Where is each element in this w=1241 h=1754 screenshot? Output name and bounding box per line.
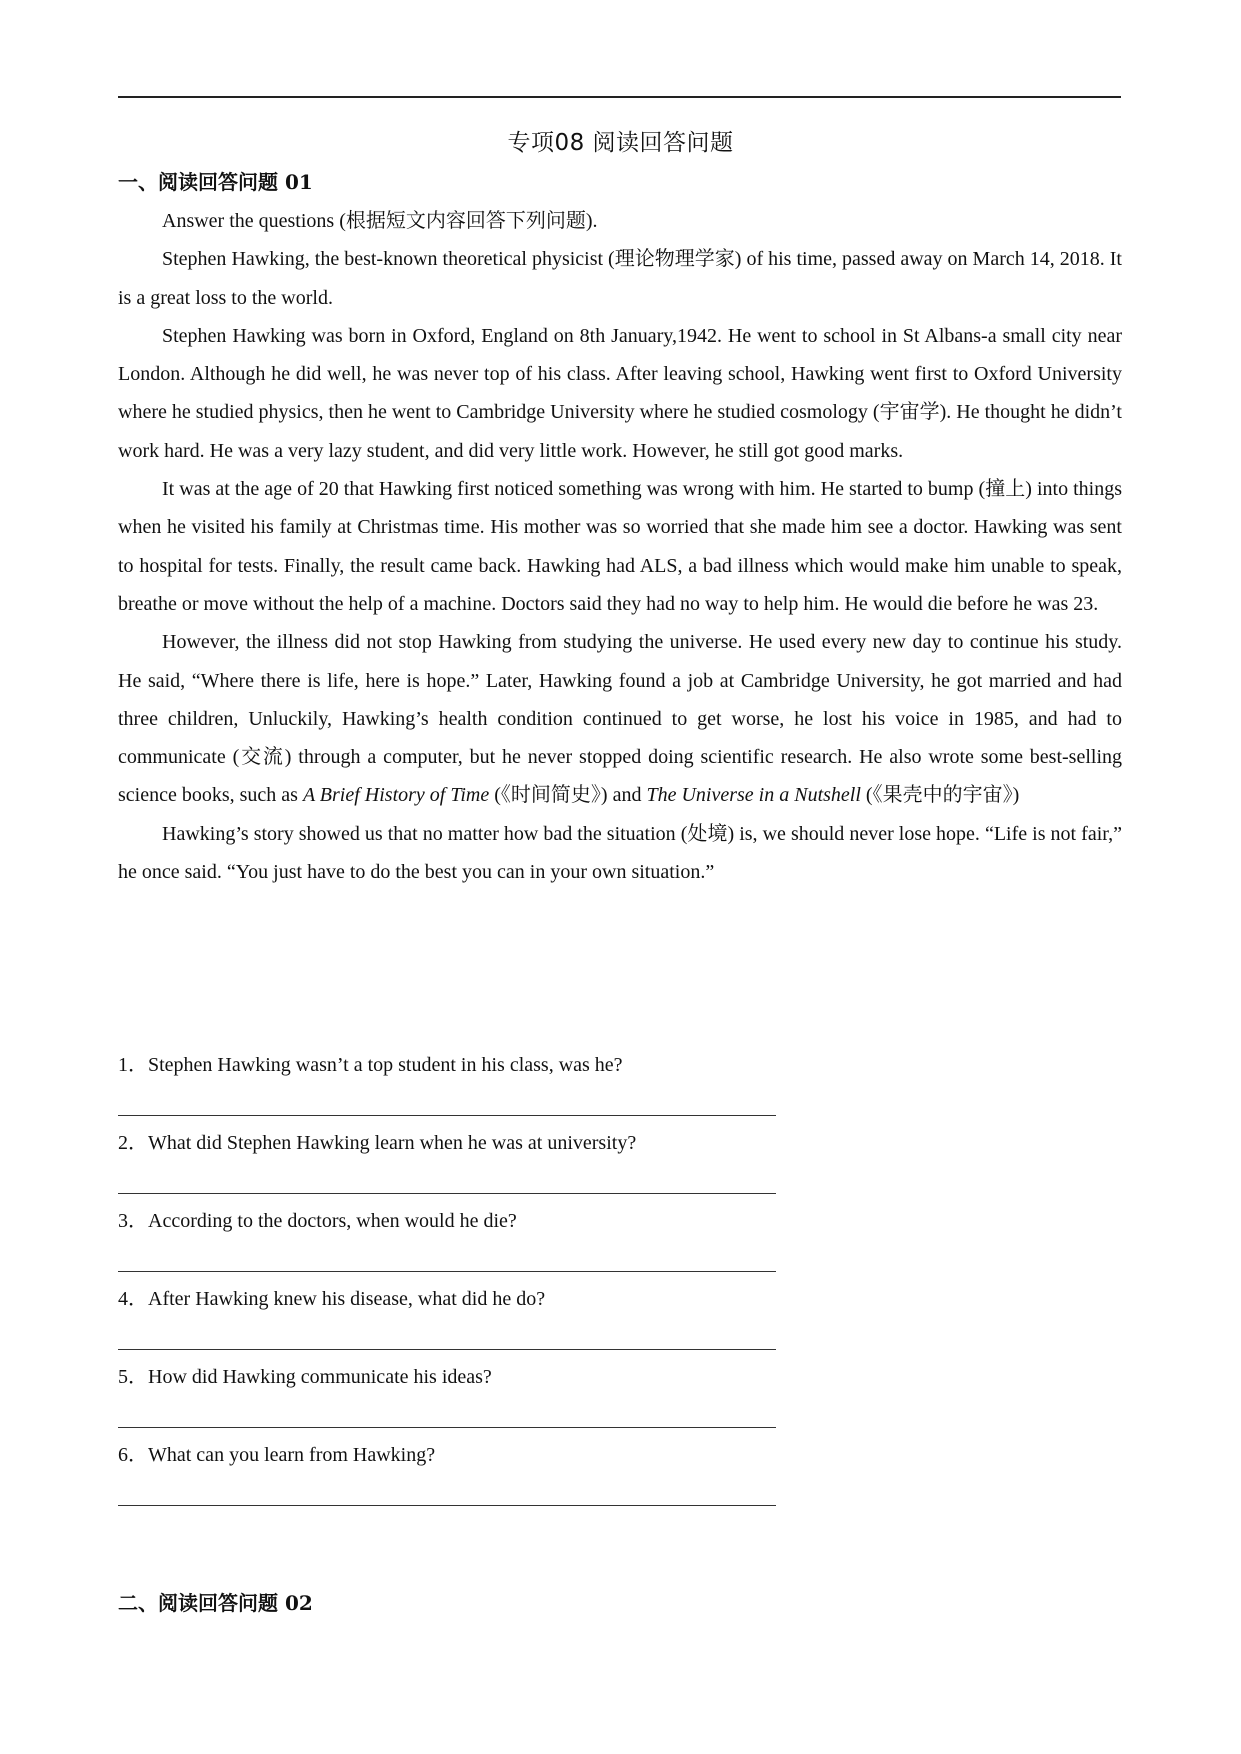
instruction-paragraph xyxy=(118,202,1122,240)
answer-line[interactable] xyxy=(118,1271,776,1272)
passage-paragraph xyxy=(118,815,1122,892)
passage-paragraph xyxy=(118,623,1122,814)
section-heading-1: 一、阅读回答问题 01 xyxy=(118,170,313,194)
book-title: The Universe in a Nutshell xyxy=(646,784,861,807)
question-text: 3．According to the doctors, when would he die? xyxy=(118,1210,517,1232)
passage-paragraph xyxy=(118,240,1122,317)
question-text: 2．What did Stephen Hawking learn when he was at university? xyxy=(118,1132,637,1154)
paragraph-text: Stephen Hawking, the best-known theoretical physicist (理论物理学家) of his time, passed away on March 14, 2018. It is a great loss to the world. xyxy=(118,248,1122,309)
passage-paragraph xyxy=(118,470,1122,623)
question-item xyxy=(118,1286,818,1364)
question-item xyxy=(118,1442,818,1520)
paragraph-text: Hawking’s story showed us that no matter how bad the situation (处境) is, we should never lose hope. “Life is not fair,” he once said. “You just have to do the best you can in your own situation.” xyxy=(118,822,1122,884)
question-item xyxy=(118,1208,818,1286)
paragraph-text: Stephen Hawking was born in Oxford, England on 8th January,1942. He went to school in St Albans-a small city near London. Although he did well, he was never top of his class. After leaving school, Hawking went first to Oxford University where he studied physics, then he went to Cambridge University where he studied cosmology (宇宙学). He thought he didn’t work hard. He was a very lazy student, and did very little work. However, he still got good marks. xyxy=(118,324,1122,462)
passage-paragraph xyxy=(118,317,1122,470)
question-item xyxy=(118,1052,818,1130)
reading-passage xyxy=(118,202,1122,891)
paragraph-text: (《时间简史》) and xyxy=(489,784,647,807)
paragraph-text: (《果壳中的宇宙》) xyxy=(860,784,1020,807)
question-list xyxy=(118,1052,818,1520)
question-item xyxy=(118,1130,818,1208)
question-text: 4．After Hawking knew his disease, what did he do? xyxy=(118,1288,546,1310)
page-title: 专项08 阅读回答问题 xyxy=(507,130,734,156)
paragraph-text: Answer the questions (根据短文内容回答下列问题). xyxy=(162,210,598,232)
answer-line[interactable] xyxy=(118,1193,776,1194)
book-title: A Brief History of Time xyxy=(302,784,490,807)
answer-line[interactable] xyxy=(118,1349,776,1350)
question-text: 5．How did Hawking communicate his ideas? xyxy=(118,1366,492,1388)
header-rule xyxy=(118,96,1121,98)
answer-line[interactable] xyxy=(118,1427,776,1428)
paragraph-text: However, the illness did not stop Hawking from studying the universe. He used every new day to continue his study. He said, “Where there is life, here is hope.” Later, Hawking found a job at Cambridge University, he got married and had three children, Unluckily, Hawking’s health condition continued to get worse, he lost his voice in 1985, and had to communicate (交流) through a computer, but he never stopped doing scientific research. He also wrote some best-selling science books, such as xyxy=(118,631,1122,807)
section-heading-2: 二、阅读回答问题 02 xyxy=(118,1591,313,1615)
answer-line[interactable] xyxy=(118,1505,776,1506)
answer-line[interactable] xyxy=(118,1115,776,1116)
question-item xyxy=(118,1364,818,1442)
question-text: 6．What can you learn from Hawking? xyxy=(118,1444,436,1466)
question-text: 1．Stephen Hawking wasn’t a top student in his class, was he? xyxy=(118,1054,623,1076)
paragraph-text: It was at the age of 20 that Hawking first noticed something was wrong with him. He started to bump (撞上) into things when he visited his family at Christmas time. His mother was so worried that she made him see a doctor. Hawking was sent to hospital for tests. Finally, the result came back. Hawking had ALS, a bad illness which would make him unable to speak, breathe or move without the help of a machine. Doctors said they had no way to help him. He would die before he was 23. xyxy=(118,478,1122,615)
